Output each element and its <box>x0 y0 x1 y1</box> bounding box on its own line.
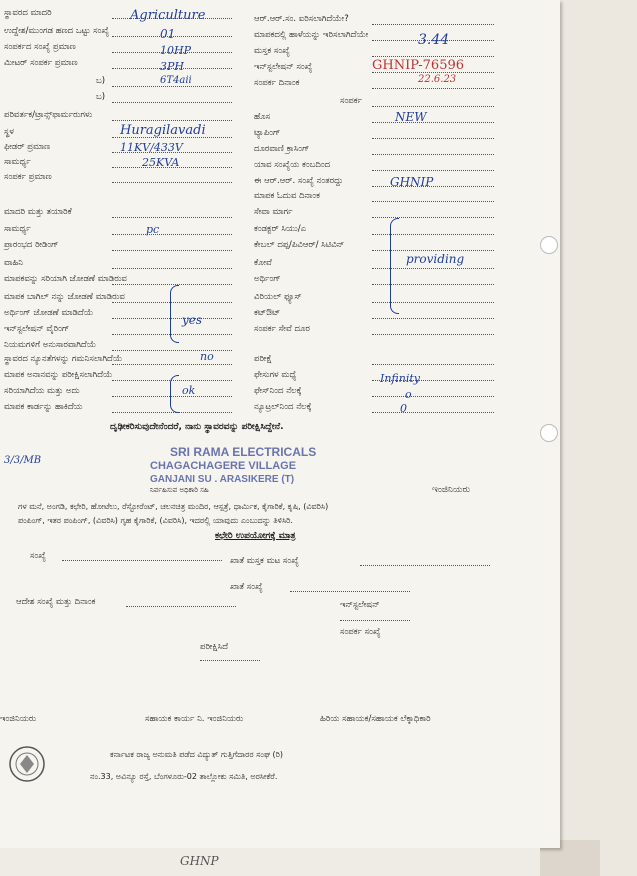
left-label: ಇನ್‌ಸ್ಟಲೇಷನ್ ವೈರಿಂಗ್ <box>4 324 70 334</box>
left-label-line <box>112 182 232 183</box>
hw-bracket-left <box>170 285 179 343</box>
signature-left: ಇಂಜಿನಿಯರು <box>0 714 37 724</box>
punch-hole-top <box>540 236 558 254</box>
hw-new: NEW <box>395 110 427 124</box>
right-label: ಯಾವ ಸಂಖ್ಯೆಯ ಕಂಬದಿಂದ <box>254 160 331 170</box>
left-label: ಉದ್ದೇಶ/ಮುಂಗಡ ಹಣದ ಒಟ್ಟು ಸಂಖ್ಯೆ <box>4 26 110 36</box>
office-row-book-line <box>360 565 490 566</box>
right-label: ಸೇವಾ ಮಾರ್ಗ <box>254 207 293 217</box>
left-label-line <box>112 234 232 235</box>
category-line1: ಗಳ ಮನೆ, ಅಂಗಡಿ, ಕಛೇರಿ, ಹೋಟೆಲು, ರೆಸ್ಟೋರೆಂಟ್, ಚಲನಚಿತ್ರ ಮಂದಿರ, ಆಸ್ಪತ್ರೆ, ಧಾರ್ಮಿಕ, ಕೈಗಾರಿಕೆ, ಕೃಷಿ, (ವಿವರಿಸಿ) <box>18 502 329 511</box>
stamp-line2: CHAGACHAGERE VILLAGE <box>150 460 297 472</box>
hw-infinity: Infinity <box>380 372 421 385</box>
left-label: ಮೀಟರ್ ಸಂಪರ್ಕ ಪ್ರಮಾಣ <box>4 58 78 68</box>
right-label: ಅರ್ಥಿಂಗ್ <box>254 274 281 284</box>
right-label: ಕೋವೆ <box>254 258 272 268</box>
left-label-line <box>112 86 232 87</box>
left-label-line <box>112 350 232 351</box>
engineer-label: ಇಂಜಿನಿಯರು <box>432 485 471 495</box>
hw-yes: yes <box>182 313 203 327</box>
hw-sub: 6T4aii <box>160 75 192 86</box>
right-label-line <box>372 88 494 89</box>
right-label: ಕಟ್‌ಔಟ್ <box>254 308 281 318</box>
office-row-connection: ಸಂಪರ್ಕ ಸಂಖ್ಯೆ <box>340 627 381 637</box>
office-row-order-line <box>126 606 236 607</box>
stamp-line1: SRI RAMA ELECTRICALS <box>170 445 317 459</box>
hw-load2: 3PH <box>160 60 184 73</box>
left-label: ಮಾಪಕ ಕಾರ್ಡನ್ನು ಹಾಕಿದೆಯ <box>4 402 83 412</box>
left-label-line <box>112 284 232 285</box>
right-label: ಕೇಬಲ್ ದಪ್ಪ/ಪಿವಿಆರ್/ ಸಿಟಿವಿನ್ <box>254 240 345 250</box>
left-label: ಮಾಪಕ ಬಾಗಿಲ್ ನನ್ನು ಜೋಡಣೆ ಮಾಡಿರುವ <box>4 292 125 302</box>
office-row-order: ಆದೇಶ ಸಂಖ್ಯೆ ಮತ್ತು ದಿನಾಂಕ <box>16 597 96 607</box>
right-label: ಈ ಆರ್.ಆರ್. ಸಂಖ್ಯೆ ನಂತರದ್ದು <box>254 176 344 186</box>
left-label: ಅರ್ಥಿಂಗ್ ಜೋಡಣೆ ಮಾಡಿದೆಯೆ <box>4 308 94 318</box>
hw-no: no <box>200 350 214 363</box>
right-label: ಟ್ಯಾಪಿಂಗ್ <box>254 128 281 138</box>
office-row-installation-line <box>340 620 410 621</box>
left-label: ಸಾಮರ್ಥ್ಯ <box>4 224 31 234</box>
hw-bracket-right <box>390 218 399 314</box>
hw-capacity: 25KVA <box>142 156 180 169</box>
right-label: ಸಂಪರ್ಕ <box>340 96 362 106</box>
right-label: ಕಂಡಕ್ಟರ್ ಸಿಯು/ಎ <box>254 224 307 234</box>
office-row-number-line <box>62 560 222 561</box>
right-label: ಆರ್.ಆರ್.ಸಂ. ಐರಿಸಲಾಗಿದೆಯೇ? <box>254 14 349 24</box>
hw-bracket-left2 <box>170 375 179 413</box>
hw-load: 10HP <box>160 44 191 57</box>
right-label: ವಿರಿಯಲ್ ಫ್ಯೂಸ್ <box>254 292 302 302</box>
left-label: ಸ್ಥಾವರದ ನ್ಯೂನತೆಗಳನ್ನು ಗಮನಿಸಲಾಗಿದೆಯೆ <box>4 354 123 364</box>
left-label: ಸ್ಥಾವರದ ಮಾದರಿ <box>4 8 52 18</box>
category-line2: ಪಂಪಿಂಗ್, ಇತರ ಪಂಪಿಂಗ್, (ವಿವರಿಸಿ) ಗೃಹ ಕೈಗಾರಿಕೆ, (ವಿವರಿಸಿ), ಇದರಲ್ಲಿ ಯಾವುದು ಎಂಬುದನ್ನು ತಿಳಿಸಿರಿ. <box>18 516 293 525</box>
left-label: ಸರಿಯಾಗಿದೆಯ ಮತ್ತು ಅದು <box>4 386 80 396</box>
right-label-line <box>372 201 494 202</box>
hw-zero1: o <box>405 388 412 401</box>
bottom-sheet <box>0 848 540 876</box>
left-label-line <box>112 268 232 269</box>
hw-reading: pc <box>146 223 160 236</box>
left-label-line <box>112 102 232 103</box>
left-label: ಮಾಪಕವನ್ನು ಸರಿಯಾಗಿ ಜೋಡಣೆ ಮಾಡಿರುವ <box>4 274 127 284</box>
left-label-line <box>112 412 232 413</box>
hw-count: 01 <box>160 27 176 41</box>
hw-installation: GHNIP-76596 <box>372 58 465 73</box>
declaration-text: ದೃಢೀಕರಿಸುವುದೇನೆಂದರೆ, ನಾನು ಸ್ಥಾವರವನ್ನು ಪರೀಕ್ಷಿಸಿದ್ದೇನೆ. <box>110 422 284 432</box>
left-label: ಫೀಡರ್ ಪ್ರಮಾಣ <box>4 142 51 152</box>
signature-right: ಹಿರಿಯ ಸಹಾಯಕ/ಸಹಾಯಕ ಲೆಕ್ಕಾಧಿಕಾರಿ <box>320 714 431 724</box>
right-label: ಮಸ್ತಕ ಸಂಖ್ಯೆ <box>254 46 290 56</box>
right-label-line <box>372 24 494 25</box>
left-label-line <box>112 120 232 121</box>
right-label: ಮಾಪಕದಲ್ಲಿ ಹಾಳೆಯನ್ನು ಇರಿಸಲಾಗಿದೆಯೇ <box>254 30 369 40</box>
signature-middle: ಸಹಾಯಕ ಕಾರ್ಯ ನಿ. ಇಂಜಿನಿಯರು <box>145 714 244 724</box>
left-label-line <box>112 250 232 251</box>
right-label-line <box>372 170 494 171</box>
right-label: ಪರೀಕ್ಷೆ <box>254 354 272 364</box>
office-row-number: ಸಂಖ್ಯೆ <box>30 551 46 561</box>
left-label: ಸ್ಥಳ <box>4 127 14 137</box>
left-label: ಸಂಪರ್ಕ ಪ್ರಮಾಣ <box>4 172 52 182</box>
right-label-line <box>372 412 494 413</box>
right-label: ಫೇಸ್‌ನಿಂದ ನೆಲಕ್ಕೆ <box>254 386 302 396</box>
footer-line1: ಕರ್ನಾಟಕ ರಾಜ್ಯ ಅನುಮತಿ ಪಡೆದ ವಿದ್ಯುತ್ ಗುತ್ತಿಗೆದಾರರ ಸಂಘ (ರಿ) <box>110 750 283 759</box>
office-row-book: ಖಾತೆ ಮಸ್ತಕ ಮಟ ಸಂಖ್ಯೆ <box>230 556 299 566</box>
right-label-line <box>372 217 494 218</box>
right-label: ಇನ್‌ಸ್ಟಲೇಷನ್ ಸಂಖ್ಯೆ <box>254 62 313 72</box>
hw-zero2: 0 <box>400 402 407 415</box>
left-label-line <box>112 364 232 365</box>
office-row-account-line <box>290 591 410 592</box>
right-label: ಮಾಪಕ ಓದುವ ದಿನಾಂಕ <box>254 191 320 201</box>
left-label: ಮಾದರಿ ಮತ್ತು ತಯಾರಿಕೆ <box>4 207 72 217</box>
right-label: ಫೇಸುಗಳ ಮಧ್ಯೆ <box>254 370 297 380</box>
office-row-checked: ಪರೀಕ್ಷಿಸಿದೆ <box>200 642 229 652</box>
right-label-line <box>372 56 494 57</box>
office-use-heading: ಕಛೇರಿ ಉಪಯೋಗಕ್ಕೆ ಮಾತ್ರ <box>215 531 296 541</box>
left-label: ನಿಯಮಗಳಿಗೆ ಅನುಸಾರವಾಗಿದೆಯೆ <box>4 340 97 350</box>
association-seal-icon <box>8 745 46 783</box>
stamp-line3: GANJANI SU . ARASIKERE (T) <box>150 474 295 485</box>
hw-location: Huragilavadi <box>120 123 206 138</box>
punch-hole-bottom <box>540 424 558 442</box>
left-label: ವಾಹಿನಿ <box>4 258 24 268</box>
right-label-line <box>372 154 494 155</box>
left-label: ಬ) <box>96 76 106 86</box>
left-label-line <box>112 217 232 218</box>
hw-ok: ok <box>182 384 196 397</box>
left-label: ಸಂಪರ್ಕದ ಸಂಖ್ಯೆ ಪ್ರಮಾಣ <box>4 42 76 52</box>
hw-book: 3.44 <box>418 32 450 48</box>
hw-feeder: 11KV/433V <box>120 141 183 154</box>
right-label: ಸಂಪರ್ಕ ದಿನಾಂಕ <box>254 78 300 88</box>
right-label: ಸಂಪರ್ಕ ಸೇವೆ ದೂರ <box>254 324 310 334</box>
office-row-checked-line <box>200 660 260 661</box>
hw-footer-note: GHNP <box>180 854 219 868</box>
right-label-line <box>372 396 494 397</box>
left-label: ಬ) <box>96 92 106 102</box>
office-row-account: ಖಾತೆ ಸಂಖ್ಯೆ <box>230 582 263 592</box>
hw-purpose: Agriculture <box>130 8 206 23</box>
right-label-line <box>372 122 494 123</box>
left-label: ಸಾಮರ್ಥ್ಯ <box>4 157 31 167</box>
hw-date: 22.6.23 <box>418 74 457 85</box>
right-label: ಹೊಸ <box>254 112 271 122</box>
right-label-line <box>372 138 494 139</box>
right-label-line <box>372 364 494 365</box>
office-row-installation: ಇನ್‌ಸ್ಟಲೇಷನ್ <box>340 600 380 610</box>
right-label: ದೂರವಾಣಿ ಕ್ರಾಸಿಂಗ್ <box>254 144 310 154</box>
right-label-line <box>372 318 494 319</box>
hw-rr-after: GHNIP <box>390 175 434 189</box>
left-label: ಪ್ರಾರಂಭದ ರೀಡಿಂಗ್ <box>4 240 59 250</box>
right-label-line <box>372 106 494 107</box>
right-label-line <box>372 334 494 335</box>
hw-providing: providing <box>406 252 465 266</box>
footer-line2: ನಂ.33, ಅವಿನ್ಯೂ ರಸ್ತೆ, ಬೆಂಗಳೂರು-02 ತಾಲ್ಲೋಕು ಸಮಿತಿ, ಅರಸೀಕೆರೆ. <box>90 772 278 781</box>
hw-margin-note: 3/3/MB <box>4 455 42 466</box>
left-label: ಮಾಪಕ ಅನಾನವನ್ನು ಪರೀಕ್ಷಿಸಲಾಗಿದೆಯೆ <box>4 370 113 380</box>
sub-note: ನಿರ್ವಹಿಸುವ ಅಧಿಕಾರಿ ಸಹಿ <box>150 486 209 494</box>
left-label: ಪರಿವರ್ತಕ/ಟ್ರಾನ್ಸ್‌ಫಾರ್ಮರುಗಳು <box>4 110 93 120</box>
right-label: ನ್ಯೂಟ್ರಲ್‌ನಿಂದ ನೆಲಕ್ಕೆ <box>254 402 312 412</box>
